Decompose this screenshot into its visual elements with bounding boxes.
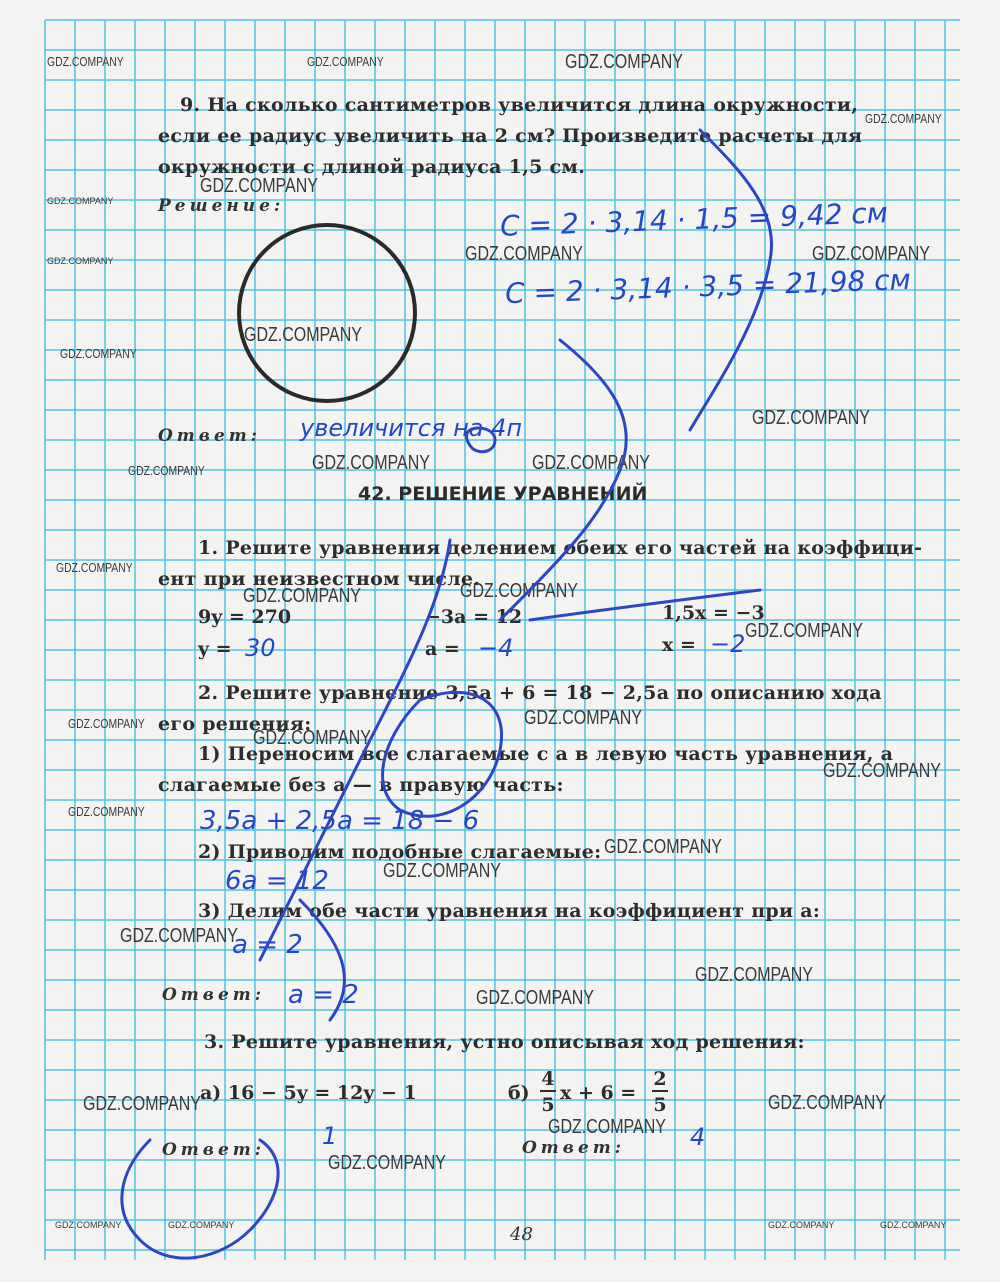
watermark: GDZ.COMPANY [823, 760, 941, 782]
step2-text: 2) Приводим подобные слагаемые: [198, 841, 602, 863]
step1-text-line1: 1) Переносим все слагаемые с a в левую часть уравнения, а [198, 743, 894, 765]
task3-text: 3. Решите уравнения, устно описывая ход решения: [204, 1031, 805, 1053]
fraction-denominator: 5 [541, 1094, 555, 1116]
watermark: GDZ.COMPANY [244, 324, 362, 346]
watermark: GDZ.COMPANY [524, 707, 642, 729]
fraction-numerator: 2 [653, 1068, 667, 1090]
equation-1: 9y = 270 [198, 606, 292, 628]
watermark: GDZ.COMPANY [47, 196, 114, 206]
equation-2-result-label: a = [425, 638, 460, 660]
watermark: GDZ.COMPANY [460, 580, 578, 602]
watermark: GDZ.COMPANY [83, 1093, 201, 1115]
solution-label: Решение: [158, 196, 285, 216]
page-number: 48 [510, 1224, 533, 1245]
watermark: GDZ.COMPANY [328, 1152, 446, 1174]
watermark: GDZ.COMPANY [812, 243, 930, 265]
watermark: GDZ.COMPANY [312, 452, 430, 474]
step2-handwritten: 6a = 12 [225, 866, 329, 896]
watermark: GDZ.COMPANY [47, 54, 124, 69]
watermark: GDZ.COMPANY [60, 346, 137, 361]
watermark: GDZ.COMPANY [120, 925, 238, 947]
equation-2-answer: −4 [478, 634, 514, 662]
watermark: GDZ.COMPANY [68, 804, 145, 819]
task2-answer-label: Ответ: [162, 985, 266, 1005]
task9-text-line1: 9. На сколько сантиметров увеличится длина окружности, [180, 94, 859, 116]
task9-text-line2: если ее радиус увеличить на 2 см? Произведите расчеты для [158, 125, 863, 147]
task3-equation-b-prefix: б) [508, 1082, 530, 1104]
equation-1-answer: 30 [245, 634, 276, 662]
equation-3: 1,5x = −3 [662, 602, 765, 624]
watermark: GDZ.COMPANY [68, 716, 145, 731]
task1-text-line2: ент при неизвестном числе. [158, 568, 481, 590]
fraction-denominator: 5 [653, 1094, 667, 1116]
watermark: GDZ.COMPANY [128, 463, 205, 478]
watermark: GDZ.COMPANY [56, 560, 133, 575]
task3b-answer-label: Ответ: [522, 1138, 626, 1158]
task3a-answer-handwritten: 1 [322, 1122, 338, 1150]
step3-text: 3) Делим обе части уравнения на коэффициент при a: [198, 900, 821, 922]
watermark: GDZ.COMPANY [200, 175, 318, 197]
task1-text-line1: 1. Решите уравнения делением обеих его частей на коэффици- [198, 537, 923, 559]
task3-equation-a: а) 16 − 5y = 12y − 1 [200, 1082, 417, 1104]
watermark: GDZ.COMPANY [768, 1220, 835, 1230]
section-title: 42. РЕШЕНИЕ УРАВНЕНИЙ [358, 483, 648, 505]
handwritten-calc-1: C = 2 · 3,14 · 1,5 = 9,42 см [499, 196, 889, 243]
fraction-numerator: 4 [541, 1068, 555, 1090]
task2-answer-handwritten: a = 2 [288, 980, 359, 1010]
watermark: GDZ.COMPANY [604, 836, 722, 858]
equation-1-result-label: y = [198, 638, 232, 660]
watermark: GDZ.COMPANY [880, 1220, 947, 1230]
equation-2: −3a = 12 [425, 606, 523, 628]
handwritten-answer: увеличится на 4п [300, 414, 523, 442]
task2-text-line2: его решения: [158, 713, 312, 735]
circle-drawing [237, 223, 417, 403]
step3-handwritten: a = 2 [232, 930, 303, 960]
watermark: GDZ.COMPANY [745, 620, 863, 642]
equation-3-answer: −2 [710, 630, 746, 658]
watermark: GDZ.COMPANY [695, 964, 813, 986]
watermark: GDZ.COMPANY [532, 452, 650, 474]
watermark: GDZ.COMPANY [476, 987, 594, 1009]
watermark: GDZ.COMPANY [548, 1116, 666, 1138]
watermark: GDZ.COMPANY [768, 1092, 886, 1114]
task3b-answer-handwritten: 4 [690, 1123, 706, 1151]
watermark: GDZ.COMPANY [47, 256, 114, 266]
watermark: GDZ.COMPANY [253, 727, 371, 749]
watermark: GDZ.COMPANY [383, 860, 501, 882]
watermark: GDZ.COMPANY [752, 407, 870, 429]
task9-text-line3: окружности с длиной радиуса 1,5 см. [158, 156, 586, 178]
watermark: GDZ.COMPANY [465, 243, 583, 265]
watermark: GDZ.COMPANY [243, 585, 361, 607]
task3a-answer-label: Ответ: [162, 1140, 266, 1160]
watermark: GDZ.COMPANY [55, 1220, 122, 1230]
watermark: GDZ.COMPANY [307, 54, 384, 69]
task2-text-line1: 2. Решите уравнение 3,5a + 6 = 18 − 2,5a по описанию хода [198, 682, 882, 704]
step1-text-line2: слагаемые без a — в правую часть: [158, 774, 564, 796]
watermark: GDZ.COMPANY [565, 51, 683, 73]
handwritten-calc-2: C = 2 · 3,14 · 3,5 = 21,98 см [504, 262, 912, 311]
task3-equation-b-middle: x + 6 = [560, 1082, 637, 1104]
step1-handwritten: 3,5a + 2,5a = 18 − 6 [200, 806, 480, 836]
watermark: GDZ.COMPANY [865, 111, 942, 126]
equation-3-result-label: x = [662, 634, 696, 656]
watermark: GDZ.COMPANY [168, 1220, 235, 1230]
answer-label: Ответ: [158, 426, 262, 446]
